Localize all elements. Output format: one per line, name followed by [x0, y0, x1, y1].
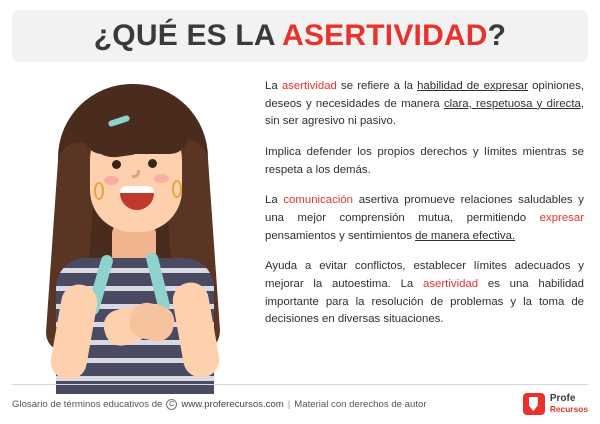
text-run-5: clara, respetuosa y directa	[443, 97, 581, 110]
title-prefix: ¿QUÉ ES LA	[93, 19, 283, 52]
footer-site-link[interactable]: www.proferecursos.com	[181, 398, 284, 410]
brand-wordmark	[550, 394, 588, 413]
text-run-0: La	[265, 194, 284, 207]
teeth-shape	[120, 186, 154, 193]
brand-name-top: Profe	[549, 393, 576, 405]
paragraph-2	[265, 144, 584, 179]
earring-right-icon	[172, 180, 182, 198]
earring-left-icon	[94, 182, 104, 200]
paragraph-3	[265, 192, 584, 245]
title-banner	[12, 10, 588, 62]
woman-illustration	[12, 72, 257, 392]
text-run-2: asertiva promueve relaciones saludables y una mejor comprensión mutua, permitiendo	[265, 194, 585, 225]
text-run-3: habilidad de expresar	[417, 80, 528, 92]
text-run-0: Implica defender los propios derechos y límites mientras se respeta a los demás.	[265, 146, 584, 176]
text-run-4: opiniones, deseos y necesidades de manera	[265, 80, 584, 110]
eye-right-shape	[148, 159, 157, 168]
brand-mark-icon	[523, 393, 545, 415]
content-area	[12, 72, 588, 402]
definition-text-column	[257, 72, 588, 402]
title-highlight: ASERTIVIDAD	[282, 19, 488, 52]
footer-credit-line	[12, 399, 427, 410]
cheek-left-shape	[104, 176, 119, 185]
copyright-icon: C	[166, 399, 177, 410]
title-suffix: ?	[487, 19, 507, 52]
footer-rights-text: Material con derechos de autor	[294, 398, 427, 410]
footer-credit-text: Glosario de términos educativos de	[12, 398, 163, 410]
cheek-right-shape	[154, 174, 169, 183]
eye-left-shape	[112, 160, 121, 169]
text-run-1: asertividad	[281, 80, 337, 92]
text-run-3: expresar	[539, 212, 584, 225]
text-run-2: es una habilidad importante para la resolución de problemas y la toma de decisiones en diversas situaciones.	[265, 278, 584, 326]
brand-logo[interactable]	[523, 393, 588, 415]
text-run-1: asertividad	[423, 278, 479, 291]
paragraph-4	[265, 258, 584, 329]
text-run-1: comunicación	[283, 194, 354, 207]
text-run-0: Ayuda a evitar conflictos, establecer límites adecuados y mejorar la autoestima. La	[265, 260, 584, 291]
text-run-4: pensamientos y sentimientos	[265, 229, 416, 242]
text-run-6: , sin ser agresivo ni pasivo.	[265, 97, 584, 128]
text-run-2: se refiere a la	[336, 80, 418, 92]
page-title	[94, 19, 506, 53]
paragraph-1	[265, 78, 584, 131]
brand-name-bottom: Recursos	[549, 403, 588, 414]
footer-separator: |	[287, 398, 291, 410]
footer	[12, 384, 588, 418]
text-run-0: La	[265, 80, 282, 92]
text-run-5: de manera efectiva.	[415, 229, 516, 242]
